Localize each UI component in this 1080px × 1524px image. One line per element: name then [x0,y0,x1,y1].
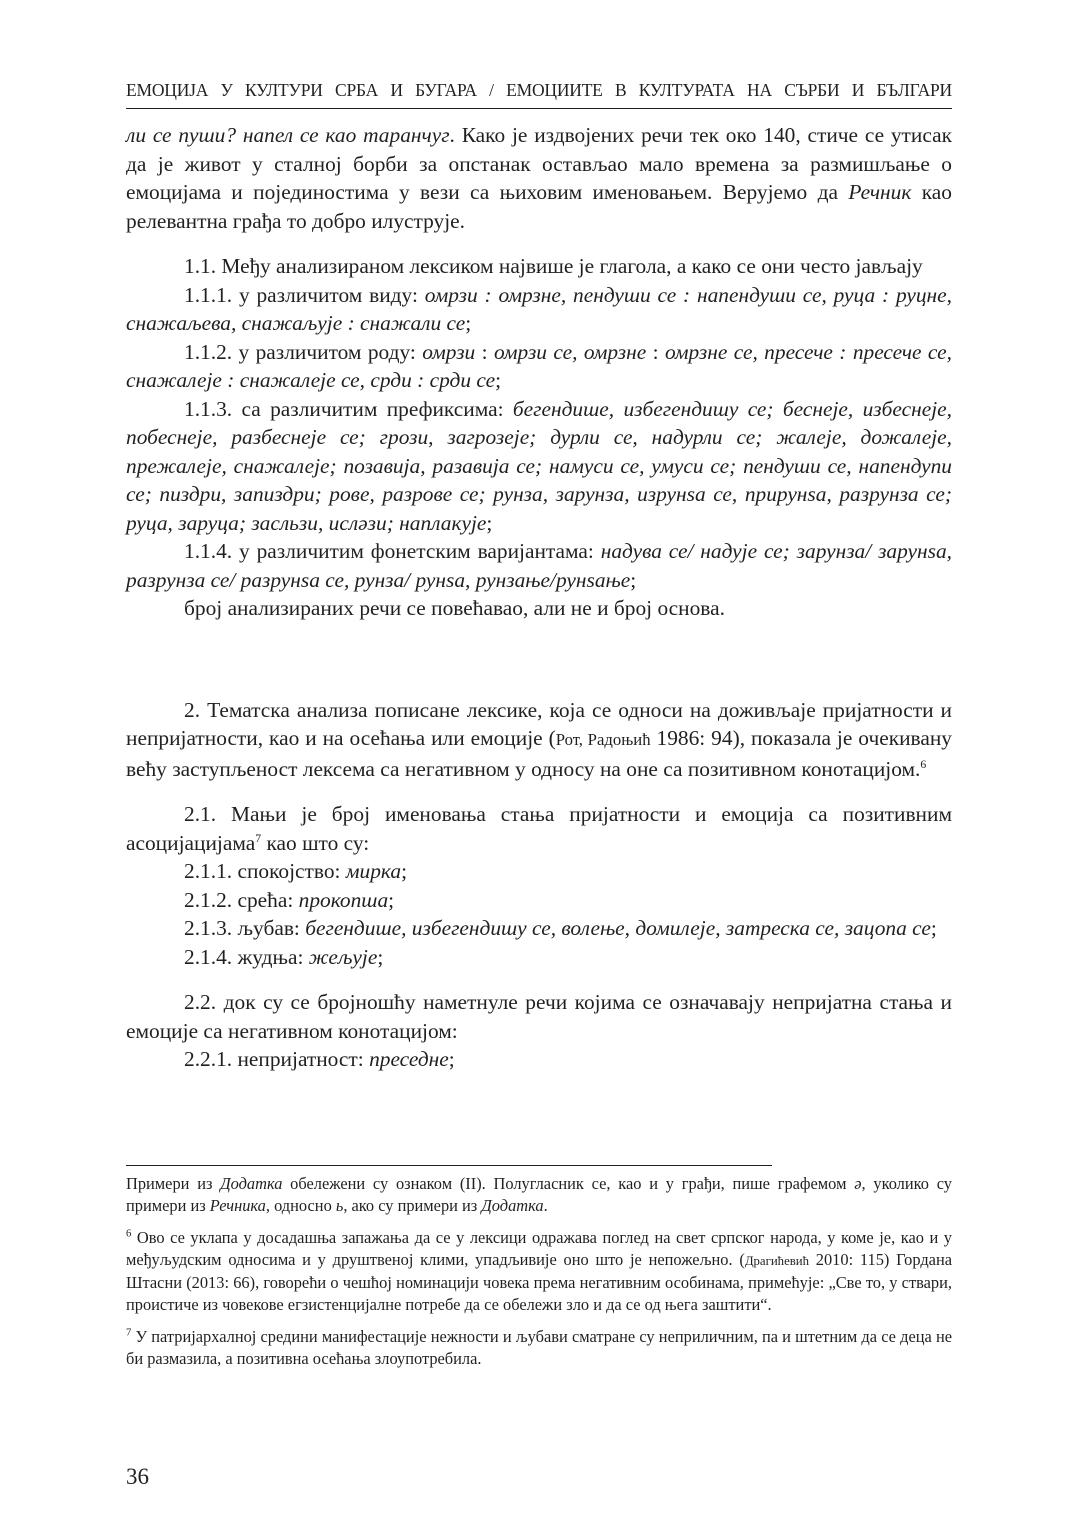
footnote-number-6: 6 [126,1228,132,1240]
list-item-2-2-1: 2.2.1. непријатност: преседне; [184,1047,455,1071]
running-header: ЕМОЦИЈА У КУЛТУРИ СРБА И БУГАРА / ЕМОЦИИТЕ В КУЛТУРАТА НА СЪРБИ И БЪЛГАРИ [126,80,952,100]
list-item-1-1-3: 1.1.3. са различитим префиксима: бегендише, избегендишу се; беснеје, избеснеје, побеснеје, разбеснеје се; грози, загрозеје; дурли се, надурли се; жалеје, дожалеје, прежалеје, снажалеје; позавија, разавија се; намуси се, умуси се; пендуши се, напендупи се; пиздри, запиздри; рове, разрове се; рунза, зарунза, изрунѕа се, прирунѕа, разрунза се; руца, заруца; засльзи, исләзи; наплакује; [126,396,952,535]
intro-examples: ли се пуши? напел се као таранчуг [126,123,450,147]
author-citation: Рот, Радоњић [555,730,651,749]
list-item-1-1-1: 1.1.1. у различитом виду: омрзи : омрзне, пендуши се : напендуши се, руца : руцне, снажаљева, снажаљује : снажали се; [126,282,952,335]
footnote-rule [126,1165,772,1166]
header-rule [126,108,952,109]
footnote-6: $^6$ Ово се уклапа у досадашња запажања да се у лексици одражава поглед на свет српског народа, у коме је, као и у међуљудским односима и у друштвеној клими, упадљивије оно што је непожељно. (Драгићевић 2010: 115) Гордана Штасни (2013: 66), говорећи о чешћој номинацији човека према негативним особинама, примећује: „Све то, у ствари, проистиче из човекове егзистенцијалне потребе да се обележи зло и да се од њега заштити“. [126,1227,952,1315]
list-item-2-1-3: 2.1.3. љубав: бегендише, избегендишу се, волење, домилеје, затреска се, зацопа се; [184,916,937,940]
intro-paragraph: ли се пуши? напел се као таранчуг. Како је издвојених речи тек око 140, стиче се утисак да је живот у сталној борби за опстанак остављао мало времена за размишљање о емоцијама и појединостима у вези са њиховим именовањем. Верујемо да Речник као релевантна грађа то добро илуструје. [126,123,952,233]
footnotes [126,1173,952,1379]
footnote-unnumbered: Примери из Додатка обележени су ознаком (II). Полугласник се, као и у грађи, пише графемом ә, уколико су примери из Речника, односно ь, ако су примери из Додатка. [126,1174,952,1216]
paragraph-2: 2. Тематска анализа пописане лексике, која се односи на доживљаје пријатности и непријатности, као и на осећања или емоције (Рот, Радоњић 1986: 94), показала је очекивану већу заступљеност лексема са негативном у односу на оне са позитивном конотацијом.$^6$ [126,697,952,781]
footnote-ref-7[interactable]: 7 [255,831,262,845]
paragraph-1-1-conclusion: број анализираних речи се повећавао, али не и број основа. [184,596,725,620]
list-item-2-1-2: 2.1.2. срећа: прокопша; [184,887,395,912]
paragraph-2-1: 2.1. Мањи је број именовања стања пријатности и емоција са позитивним асоцијацијама$^7$ као што су: [126,802,952,855]
paragraph-2-2: 2.2. док су се бројношћу наметнуле речи којима се означавају непријатна стања и емоције са негативном конотацијом: [126,990,952,1043]
list-item-1-1-4: 1.1.4. у различитим фонетским варијантама: надува се/ надује се; зарунза/ зарунѕа, разрунза се/ разрунѕа се, рунза/ рунѕа, рунзање/рунѕање; [126,539,952,592]
dictionary-title: Речник [848,180,912,204]
page-number: 36 [126,1464,149,1489]
list-item-2-1-1: 2.1.1. спокојство: мирка; [184,859,408,883]
footnote-number-7: 7 [126,1327,132,1339]
author-citation: Драгићевић [744,1253,810,1268]
footnote-ref-6[interactable]: 6 [920,757,927,771]
list-item-2-1-4: 2.1.4. жудња: жељује; [184,944,384,969]
main-text [126,121,952,1074]
list-item-1-1-2: 1.1.2. у различитом роду: омрзи : омрзи се, омрзне : омрзне се, пресече : пресече се, снажалеје : снажалеје се, срди : срди се; [126,339,952,392]
footnote-7: $^7$ У патријархалној средини манифестације нежности и љубави сматране су неприличним, па и штетним да се деца не би размазила, а позитивна осећања злоупотребила. [126,1326,952,1369]
paragraph-1-1: 1.1. Међу анализираном лексиком највише је глагола, а како се они често јављају [184,254,923,278]
